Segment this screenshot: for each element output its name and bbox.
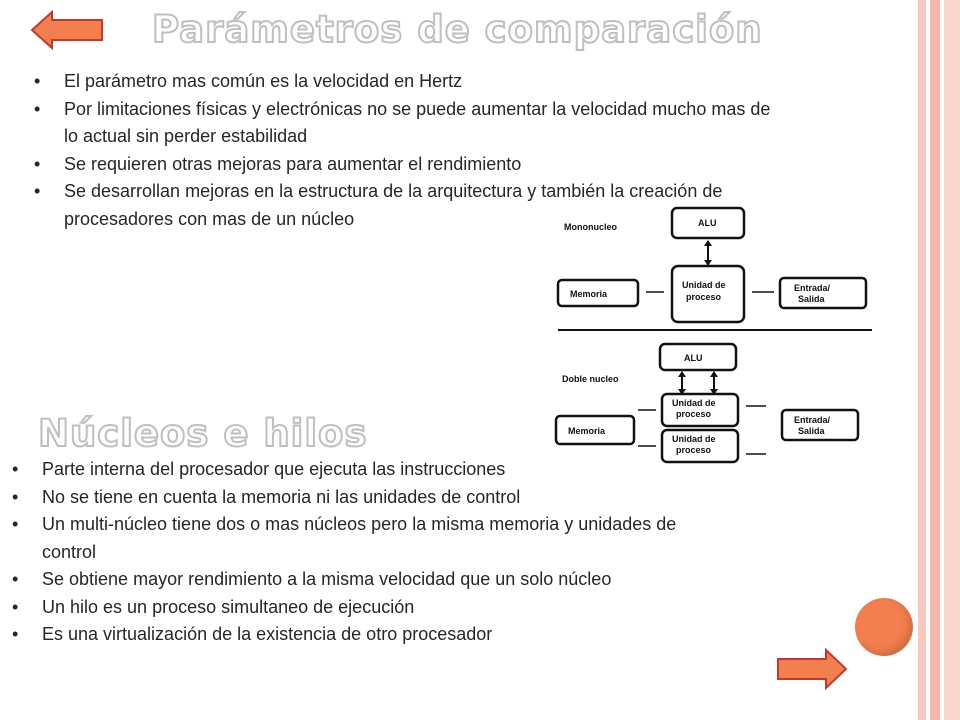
unit-label-line2: proceso [686,292,722,302]
unit-label-line1: Unidad de [682,280,726,290]
unit1-label-line2: proceso [676,409,712,419]
next-arrow-icon[interactable] [776,648,848,690]
list-item: • No se tiene en cuenta la memoria ni las unidades de control [12,484,712,512]
memory-label-dual: Memoria [568,426,606,436]
memory-label: Memoria [570,289,608,299]
unit1-label-line1: Unidad de [672,398,716,408]
right-decorative-border [918,0,960,720]
io-dual-label-line2: Salida [798,426,825,436]
doble-nucleo-label: Doble nucleo [562,374,619,384]
list-item: • Parte interna del procesador que ejecuta las instrucciones [12,456,712,484]
alu-label: ALU [698,218,717,228]
border-stripe [918,0,926,720]
list-item: • El parámetro mas común es la velocidad en Hertz [34,68,774,96]
border-stripe [930,0,940,720]
slide-title: Parámetros de comparación [152,8,763,51]
alu-label-dual: ALU [684,353,703,363]
io-label-line1: Entrada/ [794,283,831,293]
border-stripe [944,0,960,720]
arrow-head [704,240,712,246]
unit2-label-line1: Unidad de [672,434,716,444]
list-item: • Un multi-núcleo tiene dos o mas núcleos pero la misma memoria y unidades de control [12,511,712,566]
mononucleo-label: Mononucleo [564,222,617,232]
io-label-line2: Salida [798,294,825,304]
back-arrow-icon[interactable] [30,10,106,50]
list-item: • Se desarrollan mejoras en la estructura de la arquitectura y también la creación de procesadores con mas de un núcleo [34,178,774,233]
list-item: • Por limitaciones físicas y electrónicas no se puede aumentar la velocidad mucho mas de lo actual sin perder estabilidad [34,96,774,151]
processor-architecture-diagram [548,204,878,466]
io-dual-label-line1: Entrada/ [794,415,831,425]
list-item: • Se obtiene mayor rendimiento a la misma velocidad que un solo núcleo [12,566,712,594]
list-item: • Se requieren otras mejoras para aumentar el rendimiento [34,151,774,179]
unit2-label-line2: proceso [676,445,712,455]
list-item: • Es una virtualización de la existencia de otro procesador [12,621,712,649]
arrow-head [678,371,686,377]
arrow-head [710,371,718,377]
section-title: Núcleos e hilos [38,412,368,455]
decorative-circle [855,598,913,656]
list-item: • Un hilo es un proceso simultaneo de ejecución [12,594,712,622]
cores-threads-bullet-list [12,456,712,649]
